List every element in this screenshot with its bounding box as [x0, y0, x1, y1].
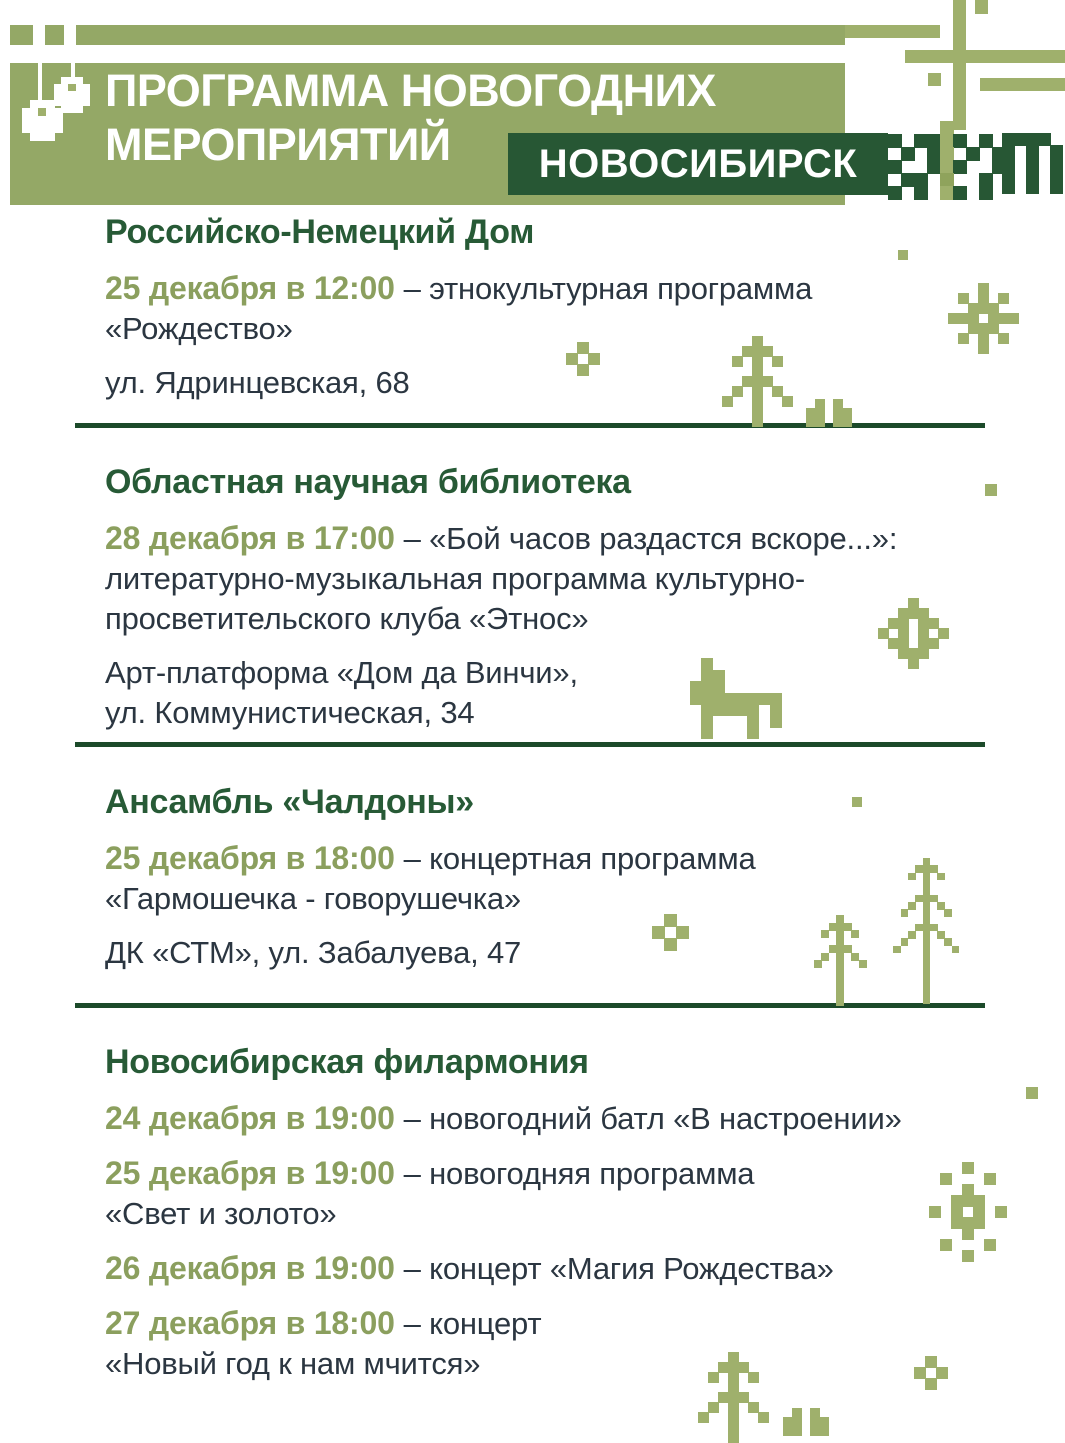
- event-date: 26 декабря в 19:00: [105, 1250, 395, 1286]
- venue-title: Российско-Немецкий Дом: [105, 213, 535, 251]
- pixel-dot: [1026, 1087, 1038, 1099]
- event-description: – этнокультурная программа: [403, 271, 813, 306]
- olive-bar: [953, 0, 966, 130]
- venue-address: [105, 653, 985, 733]
- event-line: «Свет и золото»: [105, 1196, 337, 1231]
- page-title-line2: МЕРОПРИЯТИЙ: [105, 119, 451, 170]
- event-date: 24 декабря в 19:00: [105, 1100, 395, 1136]
- olive-bar: [975, 0, 988, 14]
- event-date: 25 декабря в 18:00: [105, 840, 395, 876]
- address-line: ул. Коммунистическая, 34: [105, 695, 475, 730]
- section-divider: [75, 1003, 985, 1008]
- event-line: [105, 1153, 985, 1194]
- olive-bar: [845, 25, 940, 38]
- event-line: [105, 838, 985, 879]
- address-line: Арт-платформа «Дом да Винчи»,: [105, 655, 578, 690]
- event-item: [105, 1153, 985, 1234]
- event-line: «Рождество»: [105, 311, 293, 346]
- banner-notch: [33, 25, 45, 45]
- event-item: [105, 838, 985, 919]
- banner-white-stripe: [10, 45, 845, 63]
- city-badge-label: НОВОСИБИРСК: [538, 141, 858, 186]
- event-line: [105, 1303, 985, 1344]
- event-line: [105, 268, 985, 309]
- address-line: ДК «СТМ», ул. Забалуева, 47: [105, 935, 522, 970]
- event-line: [105, 1098, 985, 1139]
- page-title-line1: ПРОГРАММА НОВОГОДНИХ: [105, 65, 716, 116]
- venue-title: Областная научная библиотека: [105, 463, 631, 501]
- pixel-dot: [898, 250, 908, 260]
- venue-title: Новосибирская филармония: [105, 1043, 589, 1081]
- event-date: 27 декабря в 18:00: [105, 1305, 395, 1341]
- venue-title: Ансамбль «Чалдоны»: [105, 783, 474, 821]
- banner-notch: [64, 25, 76, 45]
- event-section: [105, 212, 985, 403]
- event-description: – концерт «Магия Рождества»: [403, 1251, 834, 1286]
- pixel-dot: [985, 484, 997, 496]
- event-description: – «Бой часов раздастся вскоре...»:: [403, 521, 898, 556]
- event-item: [105, 1303, 985, 1384]
- event-item: [105, 518, 985, 639]
- event-item: [105, 1098, 985, 1139]
- event-section: [105, 1042, 985, 1398]
- event-item: [105, 1248, 985, 1289]
- event-date: 28 декабря в 17:00: [105, 520, 395, 556]
- address-line: ул. Ядринцевская, 68: [105, 365, 410, 400]
- event-section: [105, 782, 985, 973]
- event-line: [105, 518, 985, 559]
- event-description: – новогодний батл «В настроении»: [403, 1101, 902, 1136]
- event-description: – новогодняя программа: [403, 1156, 755, 1191]
- event-line: просветительского клуба «Этнос»: [105, 601, 589, 636]
- event-line: «Гармошечка - говорушечка»: [105, 881, 521, 916]
- event-section: [105, 462, 985, 733]
- pixel-dot: [852, 797, 862, 807]
- event-date: 25 декабря в 12:00: [105, 270, 395, 306]
- ornament-string: [38, 63, 42, 103]
- venue-address: [105, 363, 985, 403]
- olive-square: [928, 73, 941, 86]
- section-divider: [75, 742, 985, 747]
- event-description: – концерт: [403, 1306, 542, 1341]
- event-description: – концертная программа: [403, 841, 756, 876]
- city-badge: [508, 133, 888, 195]
- event-line: «Новый год к нам мчится»: [105, 1346, 481, 1381]
- event-item: [105, 268, 985, 349]
- olive-bar: [905, 50, 1065, 63]
- event-line: литературно-музыкальная программа культурно-: [105, 561, 805, 596]
- event-date: 25 декабря в 19:00: [105, 1155, 395, 1191]
- olive-bar: [980, 78, 1065, 91]
- event-line: [105, 1248, 985, 1289]
